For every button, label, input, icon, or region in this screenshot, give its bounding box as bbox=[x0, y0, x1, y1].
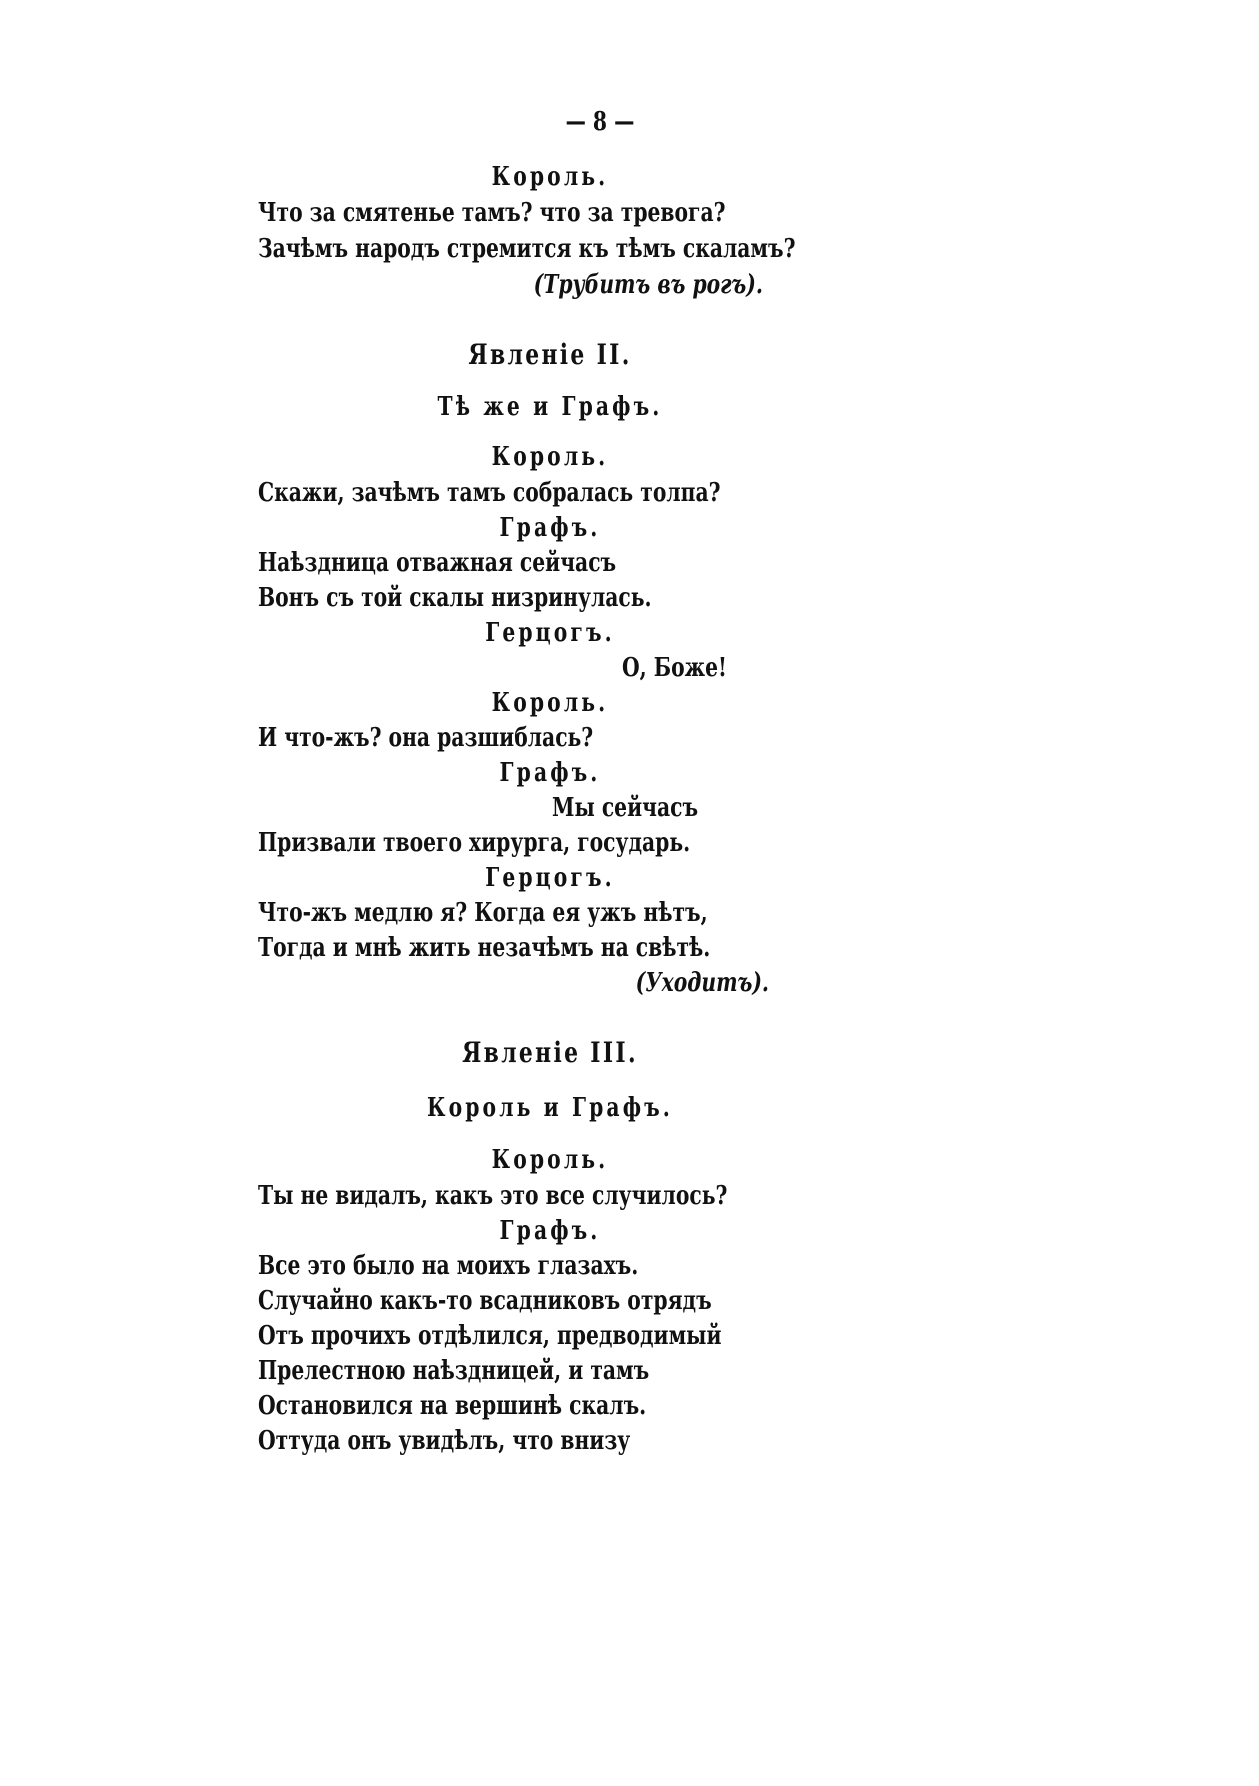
verse-line-indented: О, Боже! bbox=[622, 653, 727, 683]
verse-line: Вонъ съ той скалы низринулась. bbox=[258, 583, 652, 613]
verse-line: Оттуда онъ увидѣлъ, что внизу bbox=[258, 1426, 631, 1456]
verse-line: Ты не видалъ, какъ это все случилось? bbox=[258, 1181, 728, 1211]
verse-line: Отъ прочихъ отдѣлился, предводимый bbox=[258, 1321, 722, 1351]
speaker-name: Король. bbox=[491, 442, 609, 472]
stage-direction: (Трубитъ въ рогъ). bbox=[533, 270, 763, 300]
speaker-name: Графъ. bbox=[499, 1216, 601, 1246]
cast-list: Король и Графъ. bbox=[427, 1093, 673, 1123]
verse-line: И что-жъ? она разшиблась? bbox=[258, 723, 594, 753]
verse-line: Остановился на вершинѣ скалъ. bbox=[258, 1391, 647, 1421]
verse-line: Наѣздница отважная сейчасъ bbox=[258, 548, 617, 578]
verse-line: Что за смятенье тамъ? что за тревога? bbox=[258, 198, 726, 228]
speaker-name: Король. bbox=[491, 1145, 609, 1175]
speaker-name: Король. bbox=[491, 162, 609, 192]
speaker-name: Король. bbox=[491, 688, 609, 718]
verse-line: Тогда и мнѣ жить незачѣмъ на свѣтѣ. bbox=[258, 933, 711, 963]
verse-line-indented: Мы сейчасъ bbox=[552, 793, 699, 823]
verse-line: Скажи, зачѣмъ тамъ собралась толпа? bbox=[258, 478, 721, 508]
speaker-name: Графъ. bbox=[499, 513, 601, 543]
verse-line: Что-жъ медлю я? Когда ея ужъ нѣтъ, bbox=[258, 898, 708, 928]
cast-list: Тѣ же и Графъ. bbox=[437, 392, 663, 422]
speaker-name: Герцогъ. bbox=[485, 618, 615, 648]
verse-line: Призвали твоего хирурга, государь. bbox=[258, 828, 691, 858]
verse-line: Зачѣмъ народъ стремится къ тѣмъ скаламъ? bbox=[258, 234, 796, 264]
stage-direction: (Уходитъ). bbox=[635, 968, 769, 998]
scene-heading: Явленіе III. bbox=[462, 1036, 638, 1069]
scene-heading: Явленіе II. bbox=[468, 338, 632, 371]
speaker-name: Герцогъ. bbox=[485, 863, 615, 893]
speaker-name: Графъ. bbox=[499, 758, 601, 788]
verse-line: Прелестною наѣздницей, и тамъ bbox=[258, 1356, 650, 1386]
verse-line: Случайно какъ-то всадниковъ отрядъ bbox=[258, 1286, 712, 1316]
page-number: — 8 — bbox=[565, 107, 635, 137]
verse-line: Все это было на моихъ глазахъ. bbox=[258, 1251, 639, 1281]
